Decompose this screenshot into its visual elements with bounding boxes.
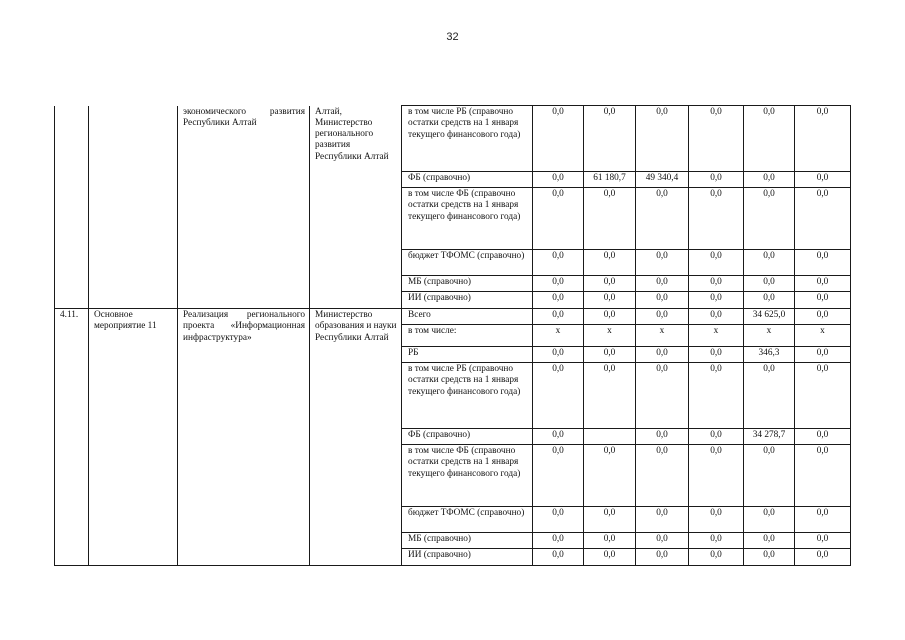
year-value-cell: 0,0 (533, 172, 584, 188)
year-value-cell: 0,0 (533, 533, 584, 549)
event-cell: Основное мероприятие 11 (89, 309, 178, 566)
funding-source-label: бюджет ТФОМС (справочно) (402, 250, 533, 276)
year-value-cell: 0,0 (795, 188, 851, 250)
year-value-cell: 0,0 (584, 363, 636, 429)
executor-cell: Министерство образования и науки Республики Алтай (310, 309, 402, 566)
year-value-cell: 0,0 (584, 549, 636, 566)
year-value-cell: 0,0 (689, 188, 744, 250)
year-value-cell: 0,0 (533, 347, 584, 363)
funding-source-label: МБ (справочно) (402, 276, 533, 292)
year-value-cell: 0,0 (636, 250, 689, 276)
year-value-cell: 0,0 (636, 292, 689, 309)
year-value-cell: 34 625,0 (744, 309, 795, 325)
year-value-cell: 61 180,7 (584, 172, 636, 188)
year-value-cell: 0,0 (584, 533, 636, 549)
year-value-cell: х (636, 325, 689, 347)
year-value-cell: 0,0 (533, 445, 584, 507)
year-value-cell: 0,0 (744, 533, 795, 549)
year-value-cell: 0,0 (689, 347, 744, 363)
row-number-cell: 4.11. (55, 309, 89, 566)
year-value-cell: 0,0 (689, 429, 744, 445)
year-value-cell (584, 429, 636, 445)
funding-source-label: Всего (402, 309, 533, 325)
year-value-cell: 0,0 (744, 445, 795, 507)
year-value-cell: 0,0 (689, 533, 744, 549)
year-value-cell: 0,0 (533, 363, 584, 429)
year-value-cell: 0,0 (636, 429, 689, 445)
funding-source-label: ИИ (справочно) (402, 292, 533, 309)
year-value-cell: 0,0 (636, 445, 689, 507)
year-value-cell: 0,0 (636, 549, 689, 566)
year-value-cell: 0,0 (636, 347, 689, 363)
year-value-cell: 0,0 (744, 276, 795, 292)
year-value-cell: 0,0 (744, 106, 795, 172)
year-value-cell: 0,0 (744, 292, 795, 309)
year-value-cell: 0,0 (795, 549, 851, 566)
year-value-cell: 0,0 (689, 172, 744, 188)
year-value-cell: 0,0 (636, 188, 689, 250)
funding-source-label: МБ (справочно) (402, 533, 533, 549)
year-value-cell: 0,0 (636, 507, 689, 533)
funding-source-label: в том числе: (402, 325, 533, 347)
year-value-cell: 0,0 (584, 292, 636, 309)
ministry-cell: Алтай, Министерство регионального развития Республики Алтай (310, 106, 402, 309)
funding-source-label: в том числе РБ (справочно остатки средств на 1 января текущего финансового года) (402, 106, 533, 172)
year-value-cell: х (689, 325, 744, 347)
funding-source-label: бюджет ТФОМС (справочно) (402, 507, 533, 533)
year-value-cell: 0,0 (795, 363, 851, 429)
year-value-cell: 0,0 (533, 507, 584, 533)
funding-source-label: ФБ (справочно) (402, 429, 533, 445)
year-value-cell: 0,0 (584, 276, 636, 292)
budget-table (54, 105, 851, 566)
year-value-cell: 0,0 (689, 276, 744, 292)
year-value-cell: х (795, 325, 851, 347)
funding-source-label: ФБ (справочно) (402, 172, 533, 188)
year-value-cell: х (744, 325, 795, 347)
funding-source-label: в том числе РБ (справочно остатки средств на 1 января текущего финансового года) (402, 363, 533, 429)
year-value-cell: 0,0 (584, 250, 636, 276)
year-value-cell: 346,3 (744, 347, 795, 363)
year-value-cell: 0,0 (795, 276, 851, 292)
year-value-cell: 0,0 (584, 106, 636, 172)
year-value-cell: х (533, 325, 584, 347)
year-value-cell: 0,0 (533, 276, 584, 292)
year-value-cell: 0,0 (533, 106, 584, 172)
year-value-cell: 0,0 (689, 549, 744, 566)
year-value-cell: 0,0 (795, 250, 851, 276)
year-value-cell: 0,0 (744, 250, 795, 276)
year-value-cell: 0,0 (744, 507, 795, 533)
year-value-cell: 34 278,7 (744, 429, 795, 445)
year-value-cell: 0,0 (533, 292, 584, 309)
event-cell (89, 106, 178, 309)
year-value-cell: 0,0 (689, 292, 744, 309)
year-value-cell: 0,0 (636, 363, 689, 429)
year-value-cell: 0,0 (744, 172, 795, 188)
year-value-cell: 0,0 (584, 507, 636, 533)
table-row (55, 106, 851, 172)
implementer-cell: экономического развития Республики Алтай (178, 106, 310, 309)
year-value-cell: 0,0 (744, 188, 795, 250)
funding-source-label: в том числе ФБ (справочно остатки средств на 1 января текущего финансового года) (402, 445, 533, 507)
year-value-cell: 0,0 (636, 276, 689, 292)
year-value-cell: 0,0 (636, 106, 689, 172)
year-value-cell: 0,0 (689, 445, 744, 507)
year-value-cell: 0,0 (689, 106, 744, 172)
year-value-cell: 0,0 (795, 172, 851, 188)
page-number: 32 (446, 31, 459, 43)
row-number-cell (55, 106, 89, 309)
year-value-cell: 0,0 (689, 363, 744, 429)
year-value-cell: х (584, 325, 636, 347)
year-value-cell: 0,0 (689, 309, 744, 325)
year-value-cell: 0,0 (795, 347, 851, 363)
year-value-cell: 0,0 (636, 309, 689, 325)
year-value-cell: 0,0 (795, 507, 851, 533)
year-value-cell: 0,0 (795, 292, 851, 309)
year-value-cell: 49 340,4 (636, 172, 689, 188)
funding-source-label: в том числе ФБ (справочно остатки средств на 1 января текущего финансового года) (402, 188, 533, 250)
project-cell: Реализация регионального проекта «Информационная инфраструктура» (178, 309, 310, 566)
year-value-cell: 0,0 (795, 429, 851, 445)
funding-source-label: РБ (402, 347, 533, 363)
year-value-cell: 0,0 (795, 445, 851, 507)
funding-source-label: ИИ (справочно) (402, 549, 533, 566)
year-value-cell: 0,0 (533, 429, 584, 445)
year-value-cell: 0,0 (584, 445, 636, 507)
year-value-cell: 0,0 (795, 309, 851, 325)
table-row (55, 309, 851, 325)
year-value-cell: 0,0 (689, 250, 744, 276)
year-value-cell: 0,0 (533, 549, 584, 566)
year-value-cell: 0,0 (689, 507, 744, 533)
year-value-cell: 0,0 (636, 533, 689, 549)
year-value-cell: 0,0 (795, 106, 851, 172)
year-value-cell: 0,0 (744, 363, 795, 429)
year-value-cell: 0,0 (584, 347, 636, 363)
year-value-cell: 0,0 (584, 309, 636, 325)
year-value-cell: 0,0 (584, 188, 636, 250)
year-value-cell: 0,0 (795, 533, 851, 549)
year-value-cell: 0,0 (533, 309, 584, 325)
year-value-cell: 0,0 (533, 250, 584, 276)
year-value-cell: 0,0 (744, 549, 795, 566)
year-value-cell: 0,0 (533, 188, 584, 250)
